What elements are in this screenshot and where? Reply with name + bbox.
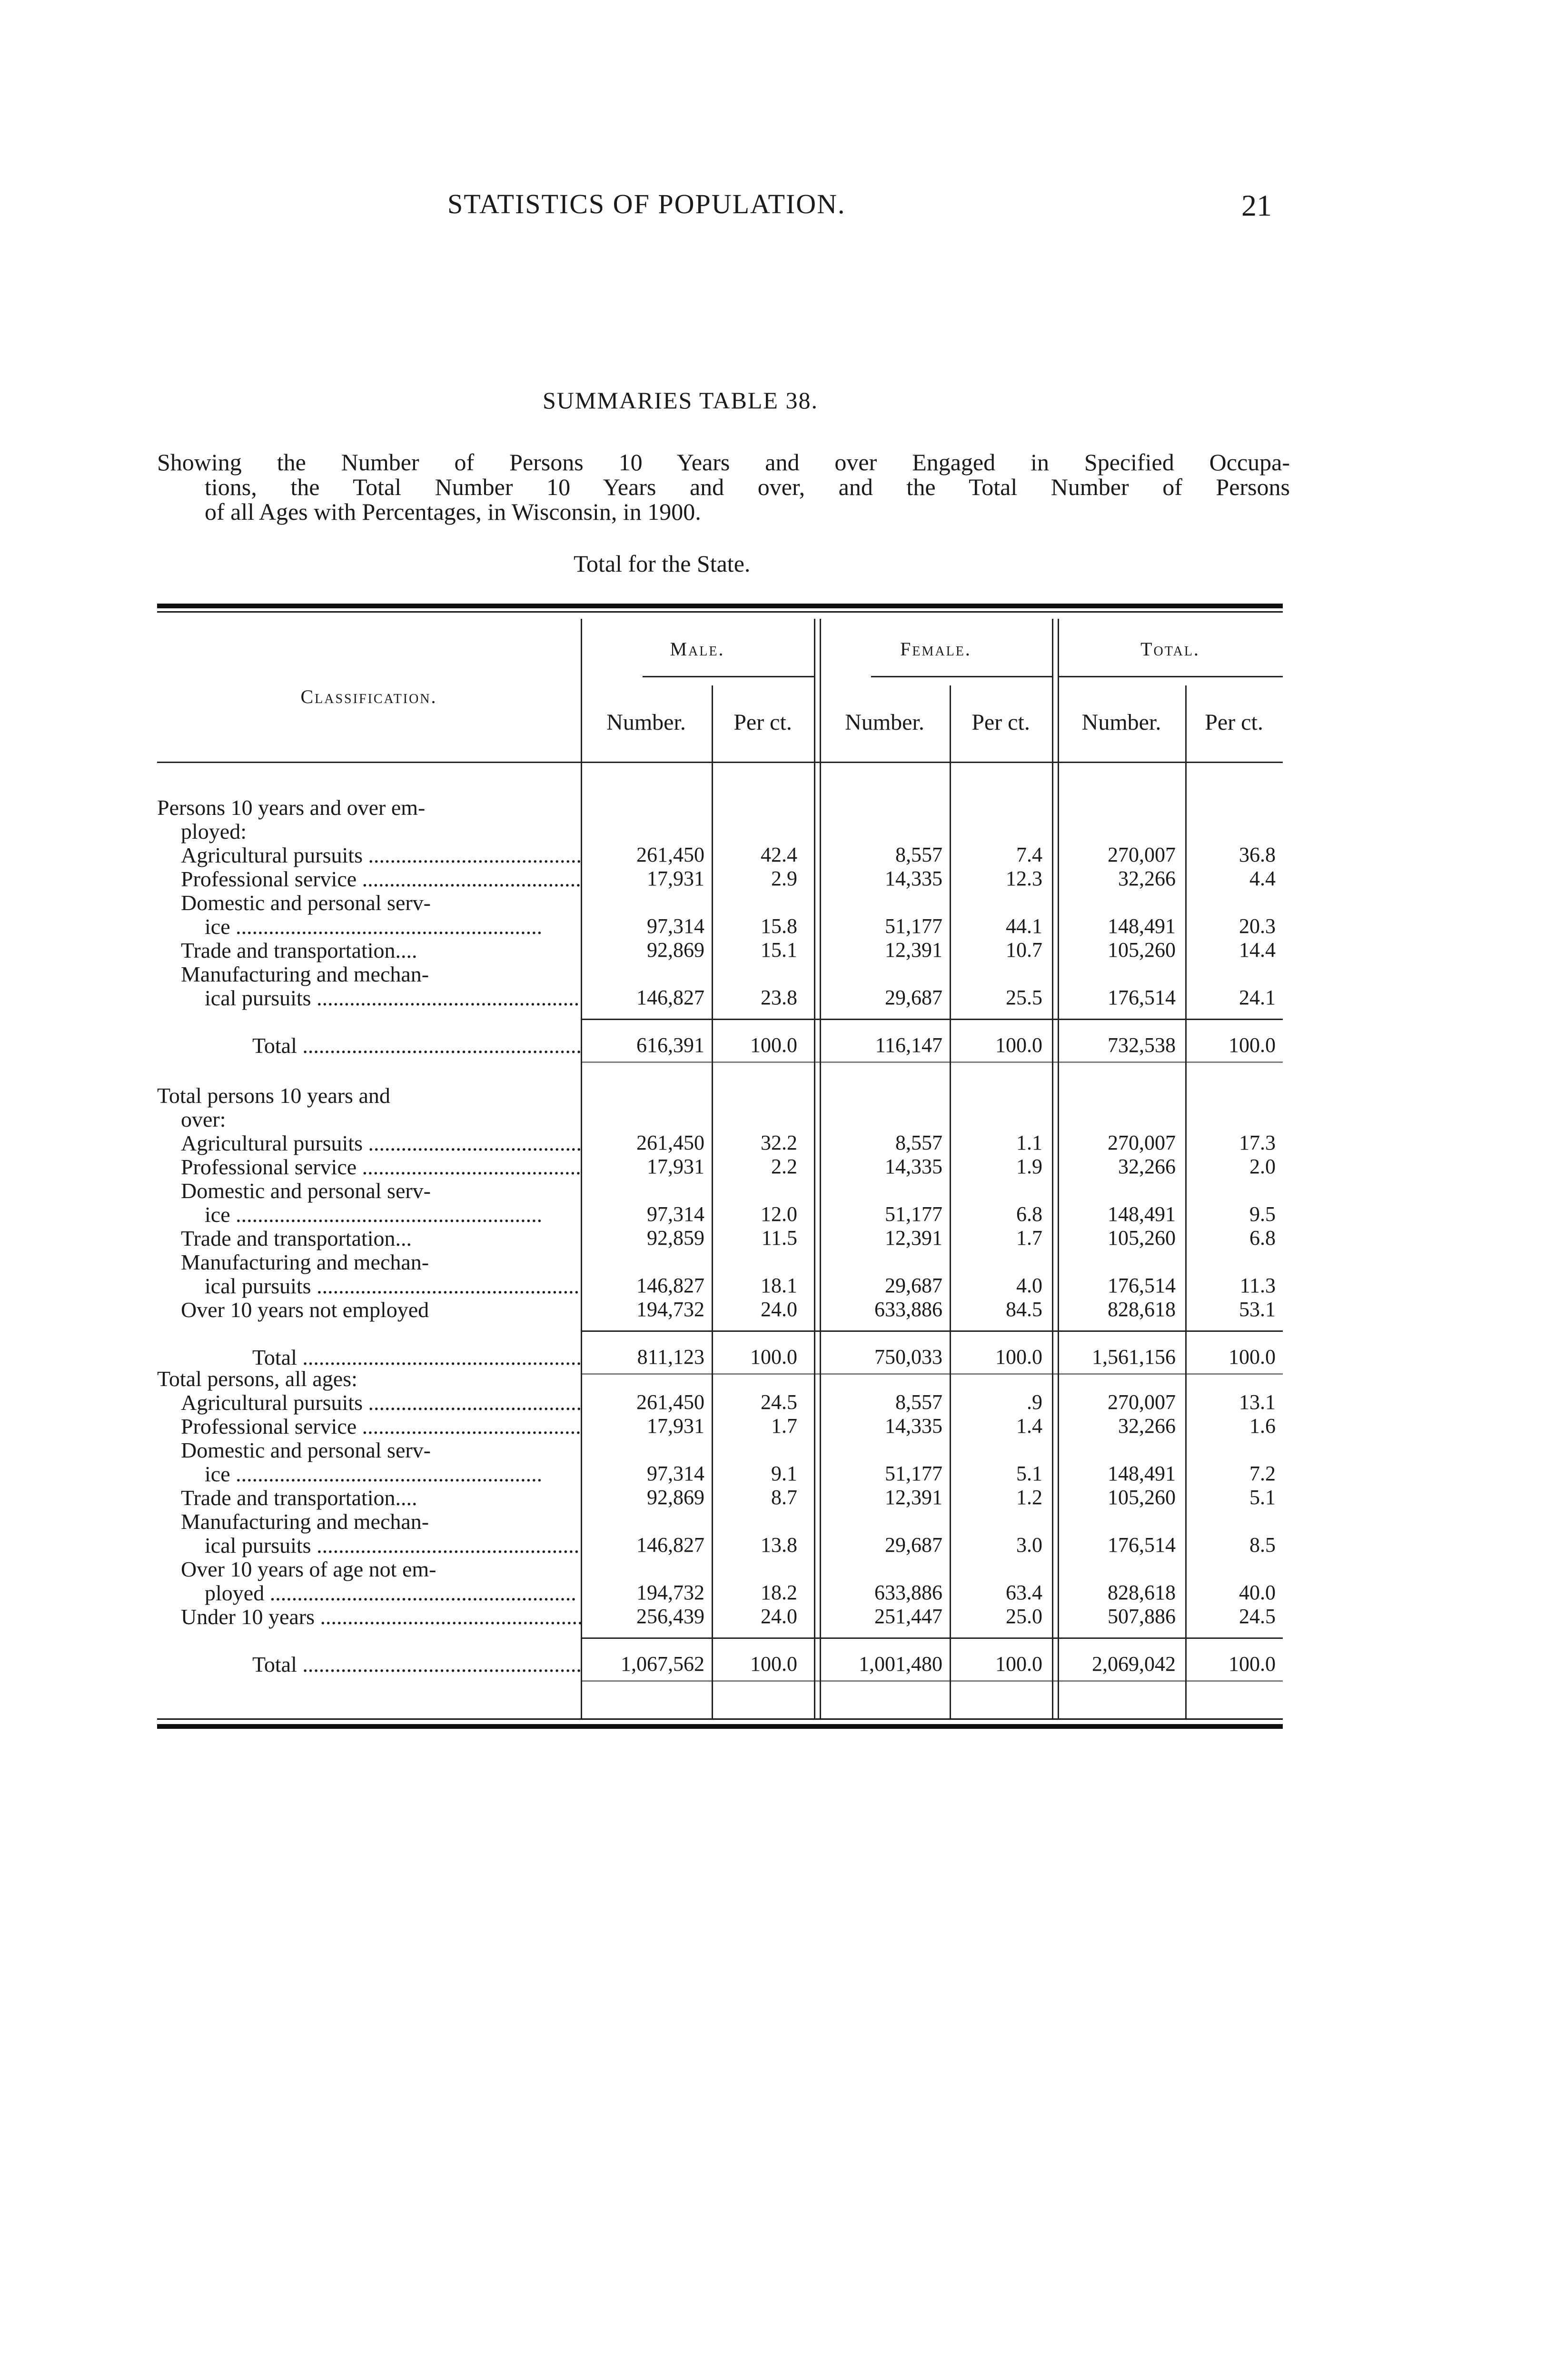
male-percent-header: Per ct. — [733, 710, 792, 735]
cell-value: 42.4 — [761, 843, 797, 866]
cell-value: 29,687 — [885, 986, 942, 1009]
row-label: Manufacturing and mechan- — [181, 1250, 429, 1274]
bottom-rule — [157, 1724, 1283, 1729]
total-value: 100.0 — [995, 1033, 1042, 1057]
top-rule-thin — [157, 611, 1283, 613]
female-number-header: Number. — [845, 710, 924, 735]
cell-value: 32.2 — [761, 1131, 797, 1154]
cell-value: 51,177 — [885, 1202, 942, 1226]
cell-value: 12.0 — [761, 1202, 797, 1226]
row-label: Domestic and personal serv- — [181, 1438, 431, 1462]
cell-value: 8,557 — [895, 843, 942, 866]
row-label: Manufacturing and mechan- — [181, 962, 429, 986]
cell-value: 51,177 — [885, 1462, 942, 1485]
cell-value: 105,260 — [1108, 1486, 1176, 1509]
row-label: ical pursuits ..... — [157, 1533, 581, 1558]
male-header: Male. — [670, 638, 725, 660]
cell-value: 24.0 — [761, 1298, 797, 1321]
cell-value: 5.1 — [1249, 1486, 1276, 1509]
cell-value: 97,314 — [647, 1202, 704, 1226]
cell-value: 14,335 — [885, 1414, 942, 1438]
row-label: ical pursuits ..... — [157, 1273, 581, 1299]
total-value: 100.0 — [1229, 1033, 1276, 1057]
cell-value: 270,007 — [1108, 843, 1176, 866]
total-value: 100.0 — [1229, 1345, 1276, 1368]
cell-value: 97,314 — [647, 1462, 704, 1485]
cell-value: 176,514 — [1108, 1533, 1176, 1557]
total-label: Total ..... — [157, 1652, 581, 1677]
cell-value: 29,687 — [885, 1533, 942, 1557]
cell-value: 1.9 — [1016, 1155, 1042, 1178]
cell-value: 828,618 — [1108, 1581, 1176, 1604]
cell-value: 146,827 — [636, 1533, 704, 1557]
cell-value: 14,335 — [885, 867, 942, 890]
row-label: Professional service ..... — [157, 1414, 581, 1439]
cell-value: 146,827 — [636, 1274, 704, 1297]
cell-value: 24.0 — [761, 1605, 797, 1628]
cell-value: 92,859 — [647, 1226, 704, 1250]
total-value: 100.0 — [750, 1033, 797, 1057]
section-heading: ployed: — [181, 819, 247, 843]
total-value: 100.0 — [995, 1652, 1042, 1676]
cell-value: 24.5 — [761, 1390, 797, 1414]
cell-value: 148,491 — [1108, 1202, 1176, 1226]
cell-value: 29,687 — [885, 1274, 942, 1297]
cell-value: 14,335 — [885, 1155, 942, 1178]
female-header: Female. — [900, 638, 971, 660]
cell-value: 148,491 — [1108, 914, 1176, 938]
total-number-header: Number. — [1081, 710, 1161, 735]
total-value: 616,391 — [636, 1033, 704, 1057]
cell-value: 1.4 — [1016, 1414, 1042, 1438]
top-rule — [157, 604, 1283, 608]
cell-value: 7.2 — [1249, 1462, 1276, 1485]
cell-value: 148,491 — [1108, 1462, 1176, 1485]
cell-value: 63.4 — [1006, 1581, 1042, 1604]
row-label: Trade and transportation.... — [181, 1486, 417, 1510]
cell-value: 53.1 — [1239, 1298, 1276, 1321]
section-end-rule — [581, 1680, 1283, 1682]
cell-value: 25.5 — [1006, 986, 1042, 1009]
cell-value: 32,266 — [1118, 867, 1176, 890]
cell-value: 261,450 — [636, 843, 704, 866]
cell-value: 2.9 — [771, 867, 797, 890]
row-label: Over 10 years not employed — [181, 1298, 429, 1322]
total-value: 100.0 — [750, 1345, 797, 1368]
cell-value: 1.6 — [1249, 1414, 1276, 1438]
column-rule — [712, 762, 713, 1718]
description-line-1: Showing the Number of Persons 10 Years and over Engaged in Specified Occupa- — [157, 449, 1290, 476]
cell-value: 194,732 — [636, 1581, 704, 1604]
cell-value: 13.1 — [1239, 1390, 1276, 1414]
row-label: Professional service ..... — [157, 1154, 581, 1180]
cell-value: 13.8 — [761, 1533, 797, 1557]
cell-value: 36.8 — [1239, 843, 1276, 866]
cell-value: 176,514 — [1108, 1274, 1176, 1297]
cell-value: 5.1 — [1016, 1462, 1042, 1485]
total-value: 1,561,156 — [1092, 1345, 1176, 1368]
cell-value: 18.2 — [761, 1581, 797, 1604]
header-subrule — [871, 676, 1052, 677]
column-rule — [1052, 619, 1053, 1718]
cell-value: 17,931 — [647, 1155, 704, 1178]
total-rule — [581, 1637, 1283, 1639]
column-rule — [581, 619, 582, 1718]
cell-value: 8.7 — [771, 1486, 797, 1509]
cell-value: 251,447 — [874, 1605, 942, 1628]
cell-value: 261,450 — [636, 1390, 704, 1414]
section-end-rule — [581, 1373, 1283, 1375]
running-title: STATISTICS OF POPULATION. — [447, 188, 846, 219]
female-percent-header: Per ct. — [971, 710, 1030, 735]
row-label: Agricultural pursuits ..... — [157, 843, 581, 868]
cell-value: 194,732 — [636, 1298, 704, 1321]
cell-value: 176,514 — [1108, 986, 1176, 1009]
cell-value: 507,886 — [1108, 1605, 1176, 1628]
row-label: ployed ..... — [157, 1580, 581, 1606]
cell-value: 2.0 — [1249, 1155, 1276, 1178]
cell-value: 12.3 — [1006, 867, 1042, 890]
cell-value: 84.5 — [1006, 1298, 1042, 1321]
row-label: Manufacturing and mechan- — [181, 1509, 429, 1534]
male-number-header: Number. — [606, 710, 686, 735]
total-label: Total ..... — [157, 1345, 581, 1370]
cell-value: 105,260 — [1108, 938, 1176, 962]
total-value: 100.0 — [750, 1652, 797, 1676]
cell-value: 12,391 — [885, 1226, 942, 1250]
row-label: ice ..... — [157, 1461, 581, 1487]
cell-value: 6.8 — [1249, 1226, 1276, 1250]
cell-value: 24.5 — [1239, 1605, 1276, 1628]
cell-value: 32,266 — [1118, 1155, 1176, 1178]
cell-value: 24.1 — [1239, 986, 1276, 1009]
table-description — [157, 450, 1290, 524]
cell-value: 146,827 — [636, 986, 704, 1009]
cell-value: 23.8 — [761, 986, 797, 1009]
cell-value: 15.1 — [761, 938, 797, 962]
total-value: 811,123 — [637, 1345, 704, 1368]
cell-value: 4.4 — [1249, 867, 1276, 890]
cell-value: 828,618 — [1108, 1298, 1176, 1321]
header-subrule — [643, 676, 814, 677]
total-value: 750,033 — [874, 1345, 942, 1368]
cell-value: 40.0 — [1239, 1581, 1276, 1604]
cell-value: 15.8 — [761, 914, 797, 938]
cell-value: .9 — [1027, 1390, 1042, 1414]
cell-value: 2.2 — [771, 1155, 797, 1178]
cell-value: 6.8 — [1016, 1202, 1042, 1226]
page-number: 21 — [1241, 188, 1272, 222]
section-end-rule — [581, 1061, 1283, 1063]
total-value: 732,538 — [1108, 1033, 1176, 1057]
cell-value: 18.1 — [761, 1274, 797, 1297]
cell-value: 9.5 — [1249, 1202, 1276, 1226]
section-heading: Total persons 10 years and — [157, 1083, 390, 1108]
row-label: Domestic and personal serv- — [181, 1179, 431, 1203]
cell-value: 44.1 — [1006, 914, 1042, 938]
cell-value: 32,266 — [1118, 1414, 1176, 1438]
section-heading: Total persons, all ages: — [157, 1367, 357, 1391]
total-value: 116,147 — [875, 1033, 942, 1057]
cell-value: 270,007 — [1108, 1390, 1176, 1414]
total-percent-header: Per ct. — [1205, 710, 1263, 735]
classification-header: Classification. — [300, 686, 437, 707]
cell-value: 633,886 — [874, 1581, 942, 1604]
row-label: Agricultural pursuits ..... — [157, 1390, 581, 1415]
total-header: Total. — [1140, 638, 1200, 660]
column-rule — [820, 619, 821, 1718]
row-label: ice ..... — [157, 914, 581, 939]
cell-value: 3.0 — [1016, 1533, 1042, 1557]
cell-value: 7.4 — [1016, 843, 1042, 866]
table-title: SUMMARIES TABLE 38. — [543, 387, 818, 414]
column-rule — [1058, 619, 1059, 1718]
section-heading: Persons 10 years and over em- — [157, 795, 426, 820]
total-value: 100.0 — [1229, 1652, 1276, 1676]
cell-value: 17,931 — [647, 867, 704, 890]
cell-value: 261,450 — [636, 1131, 704, 1154]
cell-value: 8.5 — [1249, 1533, 1276, 1557]
row-label: Trade and transportation... — [181, 1226, 412, 1250]
cell-value: 17.3 — [1239, 1131, 1276, 1154]
bottom-rule-thin — [157, 1718, 1283, 1720]
cell-value: 25.0 — [1006, 1605, 1042, 1628]
cell-value: 11.5 — [761, 1226, 797, 1250]
column-rule — [1185, 685, 1187, 1718]
row-label: ical pursuits ..... — [157, 985, 581, 1011]
total-rule — [581, 1019, 1283, 1020]
cell-value: 20.3 — [1239, 914, 1276, 938]
total-rule — [581, 1330, 1283, 1332]
header-subrule — [1058, 676, 1283, 677]
row-label: Professional service ..... — [157, 866, 581, 892]
cell-value: 12,391 — [885, 1486, 942, 1509]
cell-value: 10.7 — [1006, 938, 1042, 962]
cell-value: 9.1 — [771, 1462, 797, 1485]
cell-value: 1.7 — [771, 1414, 797, 1438]
total-value: 2,069,042 — [1092, 1652, 1176, 1676]
header-bottom-rule — [157, 762, 1283, 763]
total-value: 1,001,480 — [859, 1652, 942, 1676]
cell-value: 270,007 — [1108, 1131, 1176, 1154]
total-value: 1,067,562 — [621, 1652, 704, 1676]
section-heading: over: — [181, 1107, 226, 1131]
cell-value: 256,439 — [636, 1605, 704, 1628]
cell-value: 4.0 — [1016, 1274, 1042, 1297]
cell-value: 8,557 — [895, 1390, 942, 1414]
cell-value: 1.1 — [1016, 1131, 1042, 1154]
row-label: Under 10 years ..... — [157, 1604, 581, 1629]
description-line-3: of all Ages with Percentages, in Wisconsin, in 1900. — [205, 498, 701, 525]
cell-value: 11.3 — [1239, 1274, 1276, 1297]
total-label: Total ..... — [157, 1033, 581, 1058]
column-rule — [950, 685, 951, 1718]
cell-value: 97,314 — [647, 914, 704, 938]
table-subtitle: Total for the State. — [574, 550, 751, 577]
row-label: Trade and transportation.... — [181, 938, 417, 962]
column-rule — [814, 619, 815, 1718]
cell-value: 633,886 — [874, 1298, 942, 1321]
cell-value: 14.4 — [1239, 938, 1276, 962]
cell-value: 1.2 — [1016, 1486, 1042, 1509]
cell-value: 105,260 — [1108, 1226, 1176, 1250]
row-label: Domestic and personal serv- — [181, 891, 431, 915]
cell-value: 92,869 — [647, 938, 704, 962]
total-value: 100.0 — [995, 1345, 1042, 1368]
cell-value: 1.7 — [1016, 1226, 1042, 1250]
cell-value: 8,557 — [895, 1131, 942, 1154]
row-label: Agricultural pursuits ..... — [157, 1130, 581, 1156]
cell-value: 12,391 — [885, 938, 942, 962]
cell-value: 17,931 — [647, 1414, 704, 1438]
row-label: ice ..... — [157, 1202, 581, 1227]
description-line-2: tions, the Total Number 10 Years and over, and the Total Number of Persons — [205, 474, 1290, 500]
cell-value: 92,869 — [647, 1486, 704, 1509]
row-label: Over 10 years of age not em- — [181, 1557, 436, 1581]
cell-value: 51,177 — [885, 914, 942, 938]
